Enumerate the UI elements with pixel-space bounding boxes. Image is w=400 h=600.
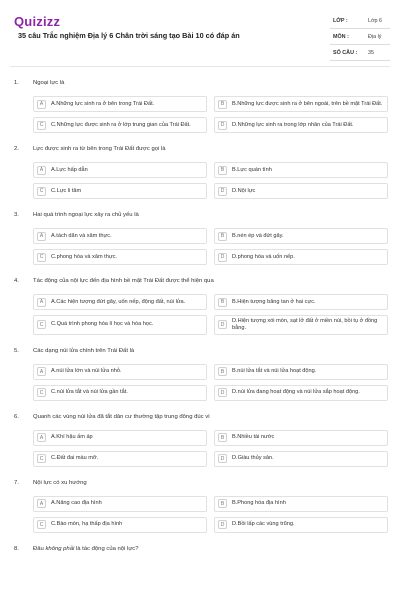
- question-line: [0, 77, 400, 91]
- answer-option-c[interactable]: [33, 385, 207, 401]
- answer-option-c[interactable]: [33, 117, 207, 133]
- answer-option-a[interactable]: [33, 430, 207, 446]
- question-text: Nội lực có xu hướng: [33, 479, 87, 486]
- meta-value: Lớp 6: [368, 18, 383, 24]
- option-letter: A: [37, 367, 46, 376]
- answer-option-b[interactable]: [214, 364, 388, 380]
- option-letter: C: [37, 121, 46, 130]
- option-letter: A: [37, 100, 46, 109]
- answer-option-c[interactable]: [33, 183, 207, 199]
- meta-row-grade: [330, 13, 390, 29]
- option-letter: C: [37, 187, 46, 196]
- option-text: D.Giàu thủy sản.: [232, 455, 274, 462]
- answer-options: [33, 359, 388, 401]
- question-text: Quanh các vùng núi lửa đã tắt dân cư thường tập trung đông đúc vì: [33, 413, 210, 420]
- quizizz-logo: Quizizz: [14, 14, 61, 29]
- meta-value: 35: [368, 50, 374, 56]
- option-text: D.núi lửa đang hoạt động và núi lửa sắp hoạt động.: [232, 389, 360, 396]
- question-line: [0, 543, 400, 557]
- option-letter: B: [218, 367, 227, 376]
- question-6: [0, 411, 400, 467]
- option-text: A.Khí hậu ấm áp: [51, 434, 93, 441]
- question-text-start: Đâu: [33, 545, 46, 552]
- option-letter: D: [218, 187, 227, 196]
- option-letter: C: [37, 320, 46, 329]
- meta-row-subject: [330, 29, 390, 45]
- question-7: [0, 477, 400, 533]
- meta-label: MÔN :: [333, 34, 349, 40]
- option-letter: B: [218, 433, 227, 442]
- question-text: Lực được sinh ra từ bên trong Trái Đất được gọi là: [33, 146, 166, 152]
- option-text: A.Các hiện tượng đứt gãy, uốn nếp, động đất, núi lửa.: [51, 298, 186, 305]
- option-letter: A: [37, 433, 46, 442]
- question-text: [33, 546, 383, 552]
- answer-option-c[interactable]: [33, 451, 207, 467]
- question-4: [0, 275, 400, 335]
- option-text: C.Những lực được sinh ra ở lớp trung gian của Trái Đất.: [51, 121, 191, 128]
- question-2: [0, 143, 400, 199]
- answer-options: [33, 289, 388, 335]
- worksheet-meta: [330, 13, 390, 61]
- option-text: B.Nhiều tài nước: [232, 434, 275, 441]
- question-line: [0, 143, 400, 157]
- question-line: [0, 275, 400, 289]
- option-text: A.Nâng cao địa hình: [51, 500, 102, 507]
- answer-option-a[interactable]: [33, 294, 207, 310]
- option-text: B.Lực quán tính: [232, 166, 272, 173]
- question-line: [0, 345, 400, 359]
- option-letter: B: [218, 499, 227, 508]
- option-text: B.Phong hóa địa hình: [232, 500, 286, 507]
- answer-option-b[interactable]: [214, 162, 388, 178]
- question-5: [0, 345, 400, 401]
- worksheet-title: 35 câu Trắc nghiệm Địa lý 6 Chân trời sáng tạo Bài 10 có đáp án: [18, 31, 240, 40]
- answer-option-d[interactable]: [214, 517, 388, 533]
- option-text: A.tách dãn và xâm thực.: [51, 232, 112, 239]
- option-text: C.Bào mòn, hạ thấp địa hình: [51, 521, 123, 528]
- option-text: B.nén ép và đứt gãy.: [232, 232, 284, 239]
- answer-option-b[interactable]: [214, 228, 388, 244]
- meta-row-count: [330, 45, 390, 61]
- header-divider: [10, 66, 390, 67]
- option-letter: D: [218, 121, 227, 130]
- option-text: B.núi lửa tắt và núi lửa hoạt động.: [232, 368, 317, 375]
- answer-option-b[interactable]: [214, 496, 388, 512]
- answer-option-b[interactable]: [214, 294, 388, 310]
- question-text-emphasis: không phải: [45, 545, 75, 552]
- meta-value: Địa lý: [368, 34, 382, 40]
- answer-option-d[interactable]: [214, 385, 388, 401]
- question-text: Ngoại lực là: [33, 80, 65, 86]
- question-number: 1.: [14, 80, 19, 86]
- option-text: D.phong hóa và uốn nếp.: [232, 253, 295, 260]
- question-1: [0, 77, 400, 133]
- question-number: 6.: [14, 413, 19, 420]
- option-letter: D: [218, 253, 227, 262]
- answer-option-d[interactable]: [214, 117, 388, 133]
- answer-options: [33, 491, 388, 533]
- option-letter: D: [218, 520, 227, 529]
- question-list: [0, 77, 400, 567]
- answer-option-b[interactable]: [214, 96, 388, 112]
- answer-option-d[interactable]: [214, 183, 388, 199]
- option-text: D.Những lực sinh ra trong lớp nhân của Trái Đất.: [232, 121, 354, 128]
- option-letter: C: [37, 454, 46, 463]
- option-text: D.Bồi lấp các vùng trũng.: [232, 521, 295, 528]
- worksheet-header: [0, 0, 400, 66]
- question-8: [0, 543, 400, 557]
- question-number: 5.: [14, 347, 19, 354]
- option-text: A.Những lực sinh ra ở bên trong Trái Đất.: [51, 100, 155, 107]
- answer-option-a[interactable]: [33, 162, 207, 178]
- answer-option-d[interactable]: [214, 451, 388, 467]
- answer-options: [33, 91, 388, 133]
- option-text: C.Lực li tâm: [51, 187, 82, 194]
- question-text: Các dạng núi lửa chính trên Trái Đất là: [33, 347, 135, 354]
- question-text-end: là tác động của nội lực?: [74, 545, 139, 552]
- option-letter: C: [37, 520, 46, 529]
- option-letter: A: [37, 232, 46, 241]
- option-letter: B: [218, 298, 227, 307]
- answer-option-a[interactable]: [33, 96, 207, 112]
- option-text: D.Hiện tượng xói mòn, sạt lở đất ở miền núi, bồi tụ ở đồng bằng.: [232, 318, 378, 331]
- meta-label: SỐ CÂU :: [333, 50, 358, 56]
- answer-option-a[interactable]: [33, 364, 207, 380]
- option-letter: C: [37, 253, 46, 262]
- question-number: 4.: [14, 278, 19, 284]
- meta-label: LỚP :: [333, 18, 348, 24]
- answer-options: [33, 223, 388, 265]
- question-line: [0, 477, 400, 491]
- option-text: C.Quá trình phong hóa lí học và hóa học.: [51, 321, 154, 328]
- question-text: Tác động của nội lực đến địa hình bề mặt Trái Đất được thể hiện qua: [33, 278, 214, 284]
- option-text: B.Hiện tượng băng tan ở hai cực.: [232, 298, 316, 305]
- option-text: C.Đất đai màu mỡ.: [51, 455, 99, 462]
- question-number: 8.: [14, 545, 19, 552]
- option-letter: B: [218, 232, 227, 241]
- question-line: [0, 411, 400, 425]
- option-letter: A: [37, 298, 46, 307]
- option-text: C.phong hóa và xâm thực.: [51, 253, 117, 260]
- option-text: A.Lực hấp dẫn: [51, 166, 88, 173]
- option-text: B.Những lực được sinh ra ở bên ngoài, trên bề mặt Trái Đất.: [232, 100, 383, 107]
- option-letter: B: [218, 100, 227, 109]
- answer-options: [33, 425, 388, 467]
- option-letter: B: [218, 166, 227, 175]
- answer-option-d[interactable]: [214, 249, 388, 265]
- answer-option-a[interactable]: [33, 228, 207, 244]
- option-letter: A: [37, 499, 46, 508]
- answer-options: [33, 157, 388, 199]
- question-number: 3.: [14, 212, 19, 218]
- answer-option-c[interactable]: [33, 517, 207, 533]
- answer-option-a[interactable]: [33, 496, 207, 512]
- option-letter: D: [218, 388, 227, 397]
- option-text: C.núi lửa tắt và núi lửa gần tắt.: [51, 389, 128, 396]
- question-number: 2.: [14, 146, 19, 152]
- answer-option-b[interactable]: [214, 430, 388, 446]
- option-letter: D: [218, 454, 227, 463]
- option-letter: C: [37, 388, 46, 397]
- answer-option-c[interactable]: [33, 315, 207, 335]
- option-text: D.Nội lực: [232, 187, 256, 194]
- question-text: Hai quá trình ngoại lực xảy ra chủ yếu là: [33, 212, 139, 218]
- answer-option-c[interactable]: [33, 249, 207, 265]
- question-line: [0, 209, 400, 223]
- answer-option-d[interactable]: [214, 315, 388, 335]
- option-letter: A: [37, 166, 46, 175]
- question-3: [0, 209, 400, 265]
- option-text: A.núi lửa lớn và núi lửa nhỏ.: [51, 368, 122, 375]
- question-number: 7.: [14, 479, 19, 486]
- option-letter: D: [218, 320, 227, 329]
